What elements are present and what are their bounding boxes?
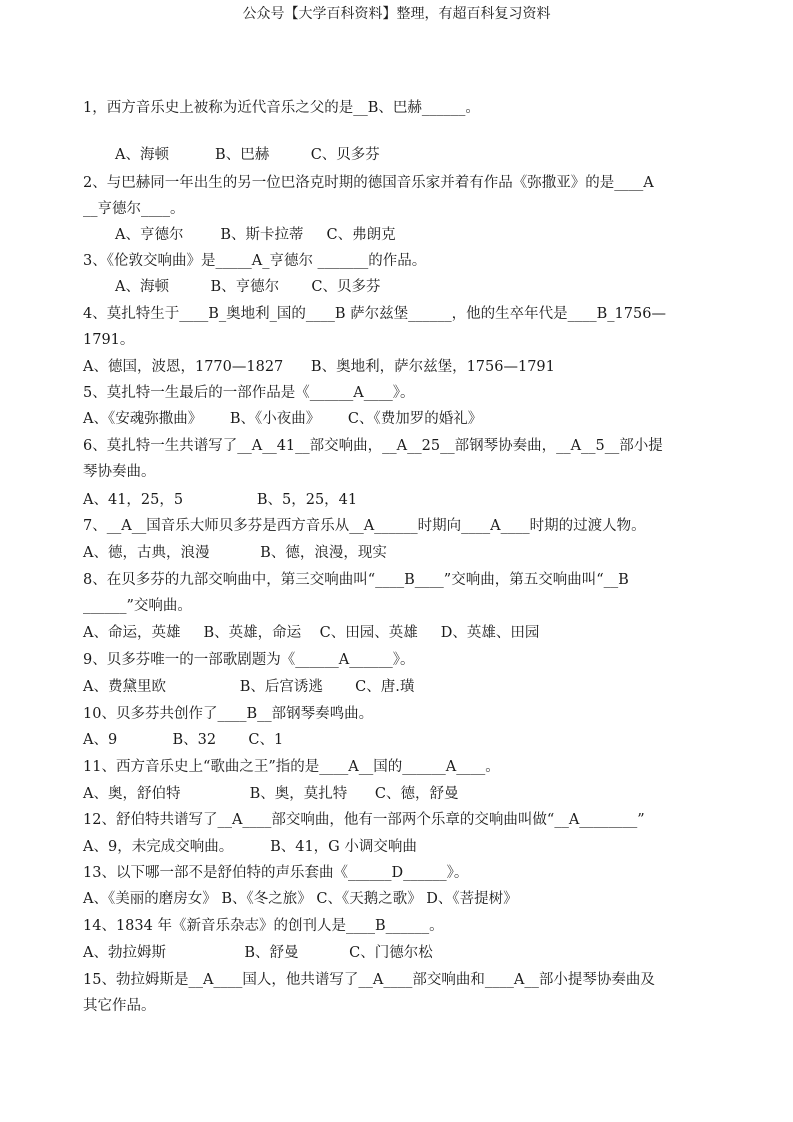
options-2: A、亨德尔 B、斯卡拉蒂 C、弗朗克 [115,227,396,243]
page-header: 公众号【大学百科资料】整理，有超百科复习资料 [242,6,551,22]
options-9: A、费黛里欧 B、后宫诱逃 C、唐.璜 [83,679,415,695]
options-7: A、德，古典，浪漫 B、德，浪漫，现实 [83,545,387,561]
options-12: A、9，未完成交响曲。 B、41，G 小调交响曲 [83,839,417,855]
question-2: 2、与巴赫同一年出生的另一位巴洛克时期的德国音乐家并着有作品《弥撒亚》的是____A [83,175,654,191]
options-8: A、命运，英雄 B、英雄，命运 C、田园、英雄 D、英雄、田园 [83,625,540,641]
options-13: A、《美丽的磨房女》 B、《冬之旅》 C、《天鹅之歌》 D、《菩提树》 [83,891,518,907]
question-6: 6、莫扎特一生共谱写了__A__41__部交响曲，__A__25__部钢琴协奏曲，__A__5__部小提 [83,438,663,454]
question-5: 5、莫扎特一生最后的一部作品是《______A____》。 [83,385,415,401]
question-11: 11、西方音乐史上“歌曲之王”指的是____A__国的______A____。 [83,759,500,775]
question-1: 1，西方音乐史上被称为近代音乐之父的是__B、巴赫______。 [83,100,480,116]
question-15: 15、勃拉姆斯是__A____国人，他共谱写了__A____部交响曲和____A__部小提琴协奏曲及 [83,972,655,988]
options-6: A、41，25，5 B、5，25，41 [83,492,358,508]
question-4: 4、莫扎特生于____B_奥地利_国的____B 萨尔兹堡______，他的生卒年代是____B_1756— [83,306,666,322]
question-14: 14、1834 年《新音乐杂志》的创刊人是____B______。 [83,918,444,934]
question-8: 8、在贝多芬的九部交响曲中，第三交响曲叫“____B____”交响曲，第五交响曲叫“__B [83,572,629,588]
options-3: A、海顿 B、亨德尔 C、贝多芬 [115,279,381,295]
question-2-cont: __亨德尔____。 [83,201,185,217]
question-13: 13、以下哪一部不是舒伯特的声乐套曲《______D______》。 [83,865,469,881]
options-4: A、德国，波恩，1770—1827 B、奥地利，萨尔兹堡，1756—1791 [83,359,555,375]
question-9: 9、贝多芬唯一的一部歌剧题为《______A______》。 [83,652,415,668]
options-11: A、奥，舒伯特 B、奥，莫扎特 C、德，舒曼 [83,786,459,802]
options-14: A、勃拉姆斯 B、舒曼 C、门德尔松 [83,945,433,961]
question-6-cont: 琴协奏曲。 [83,464,156,480]
question-12: 12、舒伯特共谱写了__A____部交响曲，他有一部两个乐章的交响曲叫做“__A________” [83,812,645,828]
question-4-cont: 1791。 [83,332,135,348]
question-10: 10、贝多芬共创作了____B__部钢琴奏鸣曲。 [83,706,374,722]
question-7: 7、__A__国音乐大师贝多芬是西方音乐从__A______时期向____A____时期的过渡人物。 [83,518,646,534]
question-8-cont: ______”交响曲。 [83,598,192,614]
question-15-cont: 其它作品。 [83,998,156,1014]
options-1: A、海顿 B、巴赫 C、贝多芬 [115,147,380,163]
options-5: A、《安魂弥撒曲》 B、《小夜曲》 C、《费加罗的婚礼》 [83,411,483,427]
question-3: 3、《伦敦交响曲》是_____A_亨德尔 _______的作品。 [83,253,427,269]
options-10: A、9 B、32 C、1 [83,732,284,748]
